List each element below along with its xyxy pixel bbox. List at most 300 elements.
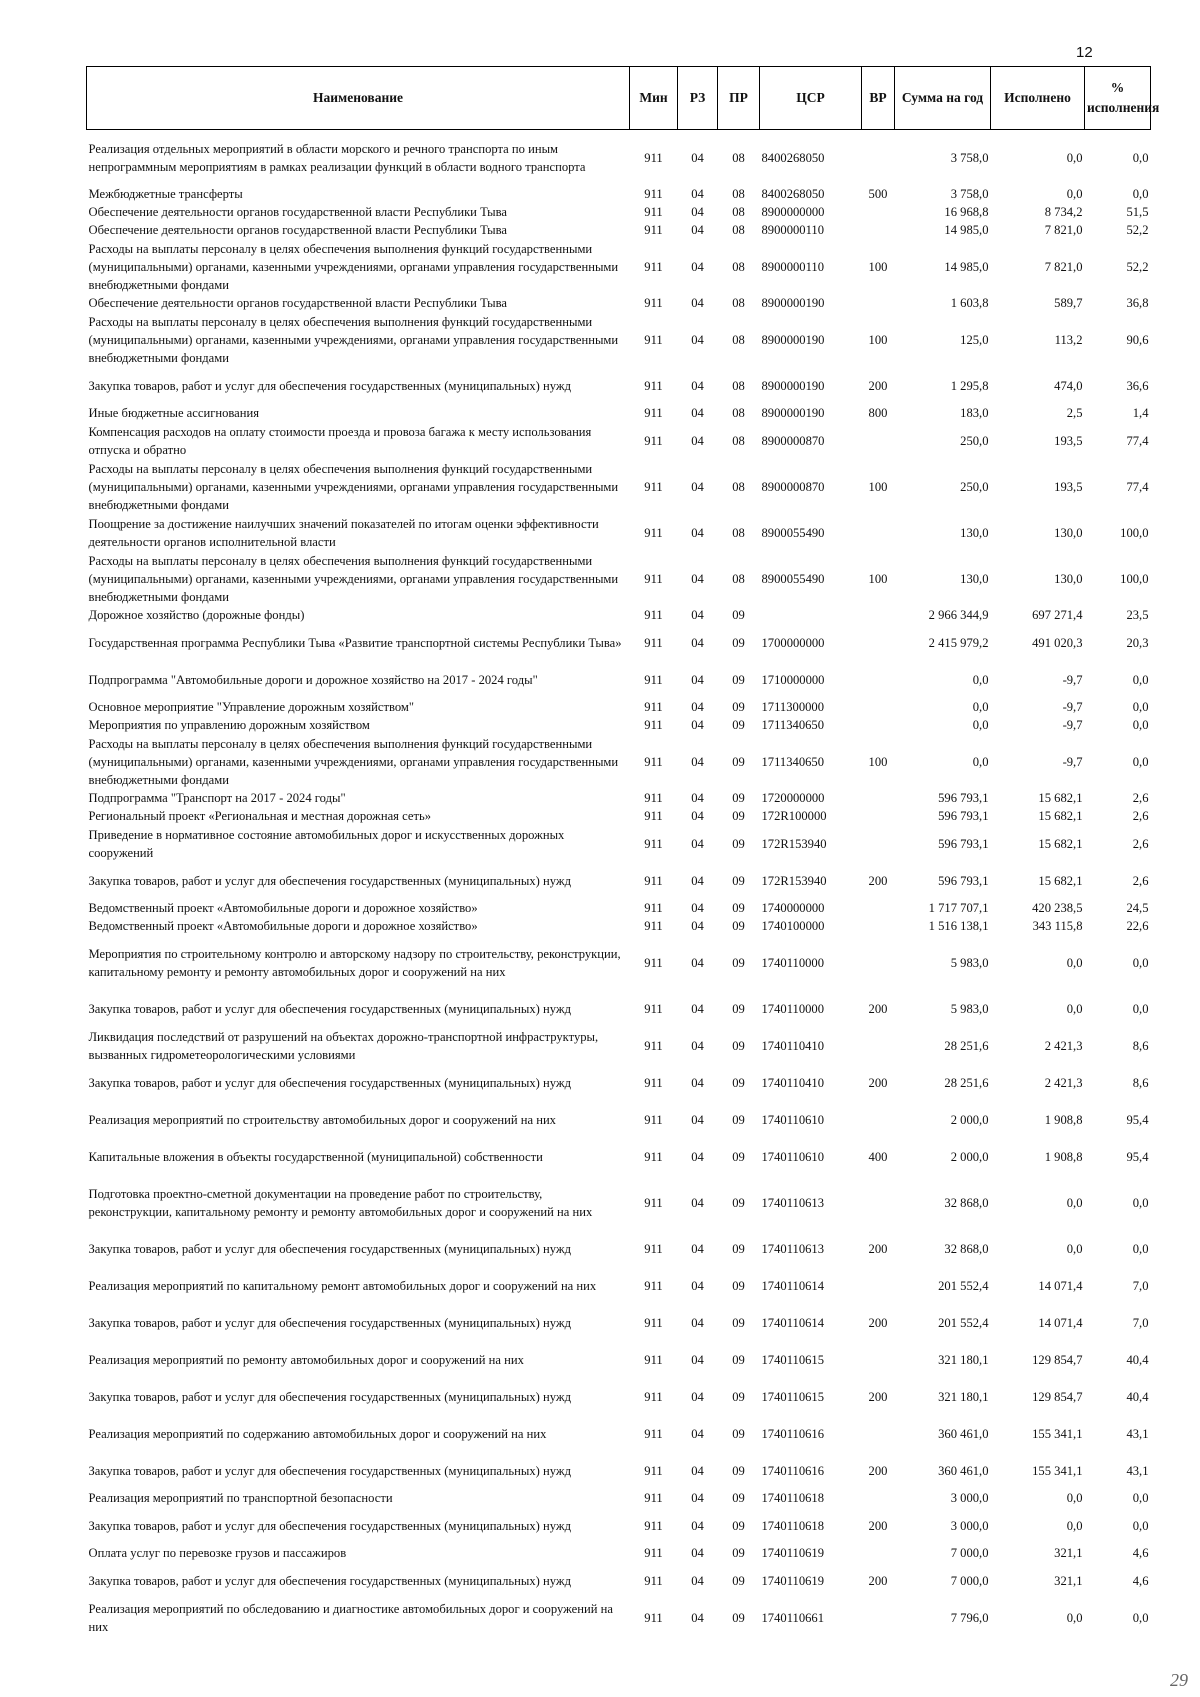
cell-pr: 09: [732, 1518, 745, 1533]
cell-pct: 8,6: [1132, 1038, 1149, 1053]
cell-rz: 04: [691, 1149, 704, 1164]
cell-min: 911: [644, 1241, 663, 1256]
cell-pr: 09: [732, 1546, 745, 1560]
cell-csr: 1700000000: [761, 635, 825, 650]
cell-vr: [862, 514, 895, 551]
cell-vr: 100: [868, 259, 888, 274]
cell-done: 193,5: [1054, 479, 1083, 494]
cell-pr: 09: [732, 791, 745, 805]
cell-rz: 04: [691, 406, 704, 420]
table-row: [87, 990, 1151, 1027]
cell-pr: 09: [732, 1315, 745, 1330]
cell-vr: [862, 698, 895, 716]
cell-min: 911: [644, 1518, 663, 1533]
cell-pct: 52,2: [1126, 259, 1149, 274]
cell-pct: 22,6: [1126, 919, 1149, 933]
table-row: [87, 404, 1151, 422]
budget-execution-table: [86, 66, 1160, 1636]
cell-pr: 09: [732, 1426, 745, 1441]
cell-csr: 1740110613: [761, 1241, 825, 1256]
cell-done: 2 421,3: [1044, 1038, 1083, 1053]
cell-min: 911: [644, 672, 663, 687]
cell-done: 7 821,0: [1044, 223, 1083, 237]
cell-min: 911: [644, 1112, 663, 1127]
cell-csr: 1740110616: [761, 1463, 825, 1478]
cell-name: Капитальные вложения в объекты государственной (муниципальной) собственности: [88, 1149, 543, 1164]
cell-pr: 09: [732, 1278, 745, 1293]
cell-csr: 8900000190: [761, 406, 825, 420]
cell-pr: 09: [732, 873, 745, 888]
table-row: [87, 1489, 1151, 1507]
table-row: [87, 1562, 1151, 1599]
cell-vr: [862, 624, 895, 661]
cell-rz: 04: [691, 836, 704, 851]
cell-pct: 2,6: [1132, 836, 1149, 851]
table-row: [87, 716, 1151, 734]
cell-min: 911: [644, 1610, 663, 1625]
cell-vr: [862, 807, 895, 825]
cell-done: 2,5: [1066, 406, 1083, 420]
cell-sum: 201 552,4: [938, 1278, 989, 1293]
cell-pr: 09: [732, 718, 745, 732]
cell-sum: 16 968,8: [944, 205, 989, 219]
cell-sum: 5 983,0: [950, 955, 989, 970]
cell-min: 911: [644, 525, 663, 540]
cell-done: 0,0: [1066, 187, 1083, 201]
cell-name: Реализация мероприятий по капитальному ремонт автомобильных дорог и сооружений на них: [88, 1278, 597, 1293]
cell-vr: 800: [868, 406, 888, 420]
cell-rz: 04: [691, 479, 704, 494]
cell-csr: 8400268050: [761, 150, 825, 165]
table-row: [87, 734, 1151, 789]
cell-min: 911: [644, 433, 663, 448]
cell-name: Подпрограмма "Транспорт на 2017 - 2024 годы": [88, 791, 346, 805]
cell-pct: 43,1: [1126, 1463, 1149, 1478]
cell-min: 911: [644, 1001, 663, 1016]
cell-pr: 09: [732, 1112, 745, 1127]
cell-pct: 95,4: [1126, 1149, 1149, 1164]
cell-pr: 08: [732, 259, 745, 274]
cell-min: 911: [644, 1491, 663, 1505]
cell-sum: 360 461,0: [938, 1463, 989, 1478]
cell-csr: 1740110610: [761, 1149, 825, 1164]
cell-csr: 8900000190: [761, 296, 825, 310]
table-row: [87, 312, 1151, 367]
cell-pr: 09: [732, 1389, 745, 1404]
cell-pct: 77,4: [1126, 479, 1149, 494]
table-row: [87, 1599, 1151, 1636]
cell-done: 0,0: [1066, 1518, 1083, 1533]
cell-vr: [862, 1489, 895, 1507]
cell-done: 321,1: [1054, 1546, 1083, 1560]
cell-name: Реализация мероприятий по строительству автомобильных дорог и сооружений на них: [88, 1112, 556, 1127]
cell-rz: 04: [691, 187, 704, 201]
cell-rz: 04: [691, 791, 704, 805]
cell-rz: 04: [691, 1389, 704, 1404]
cell-rz: 04: [691, 1112, 704, 1127]
cell-rz: 04: [691, 1075, 704, 1090]
cell-sum: 7 000,0: [950, 1546, 989, 1560]
cell-pr: 09: [732, 901, 745, 915]
table-row: [87, 422, 1151, 459]
cell-sum: 321 180,1: [938, 1389, 989, 1404]
cell-csr: 8900000110: [761, 259, 825, 274]
cell-sum: 28 251,6: [944, 1038, 989, 1053]
cell-min: 911: [644, 187, 663, 201]
cell-rz: 04: [691, 150, 704, 165]
cell-pr: 08: [732, 571, 745, 586]
cell-csr: 8400268050: [761, 187, 825, 201]
cell-rz: 04: [691, 809, 704, 823]
cell-pct: 0,0: [1132, 1518, 1149, 1533]
cell-rz: 04: [691, 1573, 704, 1588]
cell-done: 1 908,8: [1044, 1112, 1083, 1127]
cell-done: 1 908,8: [1044, 1149, 1083, 1164]
cell-rz: 04: [691, 332, 704, 347]
cell-name: Реализация мероприятий по обследованию и диагностике автомобильных дорог и сооружений на них: [88, 1601, 613, 1634]
cell-pct: 2,6: [1132, 873, 1149, 888]
cell-pct: 40,4: [1126, 1352, 1149, 1367]
cell-min: 911: [644, 901, 663, 915]
cell-pr: 09: [732, 1573, 745, 1588]
cell-rz: 04: [691, 1518, 704, 1533]
cell-rz: 04: [691, 700, 704, 714]
cell-rz: 04: [691, 608, 704, 622]
cell-vr: [862, 1175, 895, 1230]
cell-pct: 0,0: [1132, 1491, 1149, 1505]
cell-pr: 09: [732, 754, 745, 769]
cell-csr: 1740000000: [761, 901, 825, 915]
cell-vr: [862, 1599, 895, 1636]
cell-min: 911: [644, 1278, 663, 1293]
cell-csr: 8900055490: [761, 571, 825, 586]
table-header: [87, 67, 1160, 130]
cell-name: Обеспечение деятельности органов государственной власти Республики Тыва: [88, 223, 507, 237]
cell-sum: 3 758,0: [950, 187, 989, 201]
cell-rz: 04: [691, 1426, 704, 1441]
cell-pct: 0,0: [1132, 672, 1149, 687]
table-row: [87, 862, 1151, 899]
cell-pr: 09: [732, 608, 745, 622]
cell-csr: 1740110614: [761, 1315, 825, 1330]
table-row: [87, 789, 1151, 807]
cell-csr: 1740110000: [761, 955, 825, 970]
cell-min: 911: [644, 608, 663, 622]
cell-rz: 04: [691, 1352, 704, 1367]
cell-pct: 1,4: [1132, 406, 1149, 420]
cell-pct: 36,8: [1126, 296, 1149, 310]
cell-pr: 09: [732, 672, 745, 687]
cell-sum: 0,0: [972, 718, 989, 732]
cell-vr: [862, 716, 895, 734]
cell-rz: 04: [691, 205, 704, 219]
cell-pct: 0,0: [1132, 700, 1149, 714]
table-row: [87, 1267, 1151, 1304]
cell-min: 911: [644, 635, 663, 650]
cell-name: Закупка товаров, работ и услуг для обеспечения государственных (муниципальных) нужд: [88, 1573, 571, 1588]
table-row: [87, 514, 1151, 551]
cell-csr: 1740110615: [761, 1389, 825, 1404]
table-row: [87, 624, 1151, 661]
cell-csr: 172R100000: [761, 809, 827, 823]
cell-min: 911: [644, 718, 663, 732]
cell-csr: [760, 606, 862, 624]
cell-sum: 7 796,0: [950, 1610, 989, 1625]
cell-pct: 7,0: [1132, 1278, 1149, 1293]
cell-done: 0,0: [1066, 150, 1083, 165]
cell-name: Подготовка проектно-сметной документации на проведение работ по строительству, реконструкции, капитальному ремонту и ремонту автомобильных дорог и сооружений на них: [88, 1186, 593, 1219]
cell-name: Закупка товаров, работ и услуг для обеспечения государственных (муниципальных) нужд: [88, 1518, 571, 1533]
cell-done: 129 854,7: [1032, 1389, 1083, 1404]
cell-done: 0,0: [1066, 1001, 1083, 1016]
cell-name: Реализация отдельных мероприятий в области морского и речного транспорта по иным непрограммным мероприятиям в рамках реализации функций в области водного транспорта: [88, 141, 586, 174]
cell-csr: 1740110000: [761, 1001, 825, 1016]
cell-pct: 0,0: [1132, 1241, 1149, 1256]
cell-name: Закупка товаров, работ и услуг для обеспечения государственных (муниципальных) нужд: [88, 378, 571, 393]
cell-min: 911: [644, 700, 663, 714]
table-row: [87, 1138, 1151, 1175]
cell-sum: 14 985,0: [944, 223, 989, 237]
cell-name: Региональный проект «Региональная и местная дорожная сеть»: [88, 809, 431, 823]
cell-csr: 1740110618: [761, 1491, 825, 1505]
cell-rz: 04: [691, 1315, 704, 1330]
cell-rz: 04: [691, 955, 704, 970]
cell-vr: [862, 917, 895, 935]
cell-name: Закупка товаров, работ и услуг для обеспечения государственных (муниципальных) нужд: [88, 1315, 571, 1330]
cell-name: Реализация мероприятий по ремонту автомобильных дорог и сооружений на них: [88, 1352, 524, 1367]
cell-min: 911: [644, 296, 663, 310]
cell-pct: 8,6: [1132, 1075, 1149, 1090]
cell-pct: 23,5: [1126, 608, 1149, 622]
cell-vr: 100: [868, 571, 888, 586]
cell-name: Расходы на выплаты персоналу в целях обеспечения выполнения функций государственными (муниципальными) органами, казенными учреждениями, органами управления государственными внебюджетными фондами: [88, 461, 619, 512]
cell-csr: 8900000190: [761, 332, 825, 347]
cell-vr: [862, 825, 895, 862]
cell-sum: 1 295,8: [950, 378, 989, 393]
cell-rz: 04: [691, 1546, 704, 1560]
cell-pr: 09: [732, 1463, 745, 1478]
cell-min: 911: [644, 791, 663, 805]
cell-sum: 0,0: [972, 700, 989, 714]
cell-done: 129 854,7: [1032, 1352, 1083, 1367]
cell-vr: 200: [868, 1389, 888, 1404]
cell-done: 15 682,1: [1038, 836, 1083, 851]
cell-done: 8 734,2: [1044, 205, 1083, 219]
cell-name: Закупка товаров, работ и услуг для обеспечения государственных (муниципальных) нужд: [88, 873, 571, 888]
cell-csr: 8900000000: [761, 205, 825, 219]
cell-pct: 4,6: [1132, 1573, 1149, 1588]
cell-pct: 0,0: [1132, 187, 1149, 201]
column-header-name: Наименование: [87, 67, 630, 130]
cell-vr: [862, 935, 895, 990]
table-row: [87, 899, 1151, 917]
cell-done: 7 821,0: [1044, 259, 1083, 274]
cell-rz: 04: [691, 1038, 704, 1053]
cell-sum: 183,0: [960, 406, 989, 420]
cell-name: Расходы на выплаты персоналу в целях обеспечения выполнения функций государственными (муниципальными) органами, казенными учреждениями, органами управления государственными внебюджетными фондами: [88, 736, 619, 787]
table-row: [87, 1064, 1151, 1101]
page-number: 12: [1076, 44, 1093, 61]
cell-name: Обеспечение деятельности органов государственной власти Республики Тыва: [88, 296, 507, 310]
cell-name: Реализация мероприятий по транспортной безопасности: [88, 1491, 393, 1505]
cell-name: Государственная программа Республики Тыва «Развитие транспортной системы Республики Тыва»: [88, 635, 622, 650]
cell-vr: 100: [868, 332, 888, 347]
table-row: [87, 606, 1151, 624]
cell-vr: 200: [868, 873, 888, 888]
cell-name: Поощрение за достижение наилучших значений показателей по итогам оценки эффективности деятельности органов исполнительной власти: [88, 516, 599, 549]
page-corner-mark: 29: [1170, 1670, 1188, 1690]
cell-pr: 08: [732, 205, 745, 219]
cell-csr: 1740110661: [761, 1610, 825, 1625]
cell-pr: 08: [732, 479, 745, 494]
cell-min: 911: [644, 1389, 663, 1404]
cell-csr: 8900000110: [761, 223, 825, 237]
cell-vr: [862, 789, 895, 807]
cell-sum: 3 000,0: [950, 1518, 989, 1533]
cell-vr: [862, 203, 895, 221]
cell-sum: 28 251,6: [944, 1075, 989, 1090]
cell-pct: 100,0: [1120, 571, 1149, 586]
cell-pr: 08: [732, 223, 745, 237]
cell-sum: 0,0: [972, 754, 989, 769]
cell-name: Закупка товаров, работ и услуг для обеспечения государственных (муниципальных) нужд: [88, 1001, 571, 1016]
cell-rz: 04: [691, 635, 704, 650]
cell-csr: 1740110616: [761, 1426, 825, 1441]
cell-min: 911: [644, 1426, 663, 1441]
cell-name: Оплата услуг по перевозке грузов и пассажиров: [88, 1546, 347, 1560]
cell-pct: 0,0: [1132, 1001, 1149, 1016]
cell-vr: [862, 1341, 895, 1378]
cell-pct: 2,6: [1132, 809, 1149, 823]
cell-min: 911: [644, 809, 663, 823]
cell-done: 113,2: [1054, 332, 1083, 347]
table-row: [87, 1304, 1151, 1341]
cell-pct: 0,0: [1132, 955, 1149, 970]
cell-csr: 1740110615: [761, 1352, 825, 1367]
cell-rz: 04: [691, 718, 704, 732]
cell-min: 911: [644, 205, 663, 219]
cell-min: 911: [644, 1546, 663, 1560]
cell-vr: 100: [868, 479, 888, 494]
cell-done: -9,7: [1062, 700, 1083, 714]
cell-name: Дорожное хозяйство (дорожные фонды): [88, 608, 305, 622]
cell-min: 911: [644, 1195, 663, 1210]
cell-vr: 200: [868, 378, 888, 393]
cell-done: 155 341,1: [1032, 1426, 1083, 1441]
column-header-rz: РЗ: [678, 67, 718, 130]
cell-sum: 130,0: [960, 571, 989, 586]
cell-name: Ведомственный проект «Автомобильные дороги и дорожное хозяйство»: [88, 919, 478, 933]
cell-pct: 0,0: [1132, 1195, 1149, 1210]
cell-rz: 04: [691, 754, 704, 769]
cell-rz: 04: [691, 1001, 704, 1016]
cell-vr: 500: [868, 187, 888, 201]
cell-name: Реализация мероприятий по содержанию автомобильных дорог и сооружений на них: [88, 1426, 547, 1441]
cell-pr: 08: [732, 406, 745, 420]
column-header-pct: % исполнения: [1085, 67, 1151, 130]
table-row: [87, 698, 1151, 716]
cell-pr: 09: [732, 1075, 745, 1090]
column-header-min: Мин: [630, 67, 678, 130]
cell-done: 474,0: [1054, 378, 1083, 393]
cell-done: 343 115,8: [1032, 919, 1083, 933]
table-row: [87, 367, 1151, 404]
cell-csr: 1740100000: [761, 919, 825, 933]
cell-sum: 2 966 344,9: [928, 608, 989, 622]
cell-pr: 09: [732, 809, 745, 823]
cell-rz: 04: [691, 259, 704, 274]
table-row: [87, 807, 1151, 825]
cell-pct: 7,0: [1132, 1315, 1149, 1330]
cell-min: 911: [644, 1149, 663, 1164]
cell-sum: 596 793,1: [938, 791, 989, 805]
cell-csr: 1740110619: [761, 1573, 825, 1588]
cell-pr: 09: [732, 1491, 745, 1505]
cell-csr: 1711340650: [761, 718, 825, 732]
cell-name: Закупка товаров, работ и услуг для обеспечения государственных (муниципальных) нужд: [88, 1389, 571, 1404]
cell-done: 15 682,1: [1038, 791, 1083, 805]
cell-vr: 100: [868, 754, 888, 769]
cell-rz: 04: [691, 571, 704, 586]
cell-done: 130,0: [1054, 571, 1083, 586]
cell-vr: [862, 422, 895, 459]
cell-vr: 200: [868, 1241, 888, 1256]
cell-vr: [862, 1267, 895, 1304]
cell-pr: 08: [732, 332, 745, 347]
cell-name: Иные бюджетные ассигнования: [88, 406, 260, 420]
cell-pr: 08: [732, 378, 745, 393]
cell-sum: 2 415 979,2: [928, 635, 989, 650]
cell-sum: 14 985,0: [944, 259, 989, 274]
cell-csr: 1740110610: [761, 1112, 825, 1127]
cell-vr: [862, 1027, 895, 1064]
cell-done: 420 238,5: [1032, 901, 1083, 915]
cell-sum: 1 717 707,1: [928, 901, 989, 915]
cell-csr: 8900000190: [761, 378, 825, 393]
cell-done: 2 421,3: [1044, 1075, 1083, 1090]
cell-pr: 09: [732, 1001, 745, 1016]
cell-csr: 1740110618: [761, 1518, 825, 1533]
cell-vr: [862, 1544, 895, 1562]
cell-sum: 360 461,0: [938, 1426, 989, 1441]
column-header-done: Исполнено: [991, 67, 1085, 130]
cell-sum: 1 603,8: [950, 296, 989, 310]
cell-pct: 2,6: [1132, 791, 1149, 805]
table-row: [87, 551, 1151, 606]
cell-name: Расходы на выплаты персоналу в целях обеспечения выполнения функций государственными (муниципальными) органами, казенными учреждениями, органами управления государственными внебюджетными фондами: [88, 241, 619, 292]
cell-pct: 0,0: [1132, 150, 1149, 165]
cell-done: 0,0: [1066, 1195, 1083, 1210]
cell-sum: 0,0: [972, 672, 989, 687]
cell-min: 911: [644, 223, 663, 237]
cell-vr: [862, 294, 895, 312]
cell-done: 0,0: [1066, 1610, 1083, 1625]
cell-pr: 09: [732, 1038, 745, 1053]
cell-min: 911: [644, 919, 663, 933]
column-header-sum: Сумма на год: [895, 67, 991, 130]
cell-done: 15 682,1: [1038, 809, 1083, 823]
cell-min: 911: [644, 1315, 663, 1330]
cell-csr: 8900000870: [761, 479, 825, 494]
cell-sum: 5 983,0: [950, 1001, 989, 1016]
cell-sum: 596 793,1: [938, 836, 989, 851]
table-row: [87, 185, 1151, 203]
cell-csr: 1711340650: [761, 754, 825, 769]
table-row: [87, 1415, 1151, 1452]
cell-rz: 04: [691, 1610, 704, 1625]
cell-sum: 7 000,0: [950, 1573, 989, 1588]
cell-done: 193,5: [1054, 433, 1083, 448]
